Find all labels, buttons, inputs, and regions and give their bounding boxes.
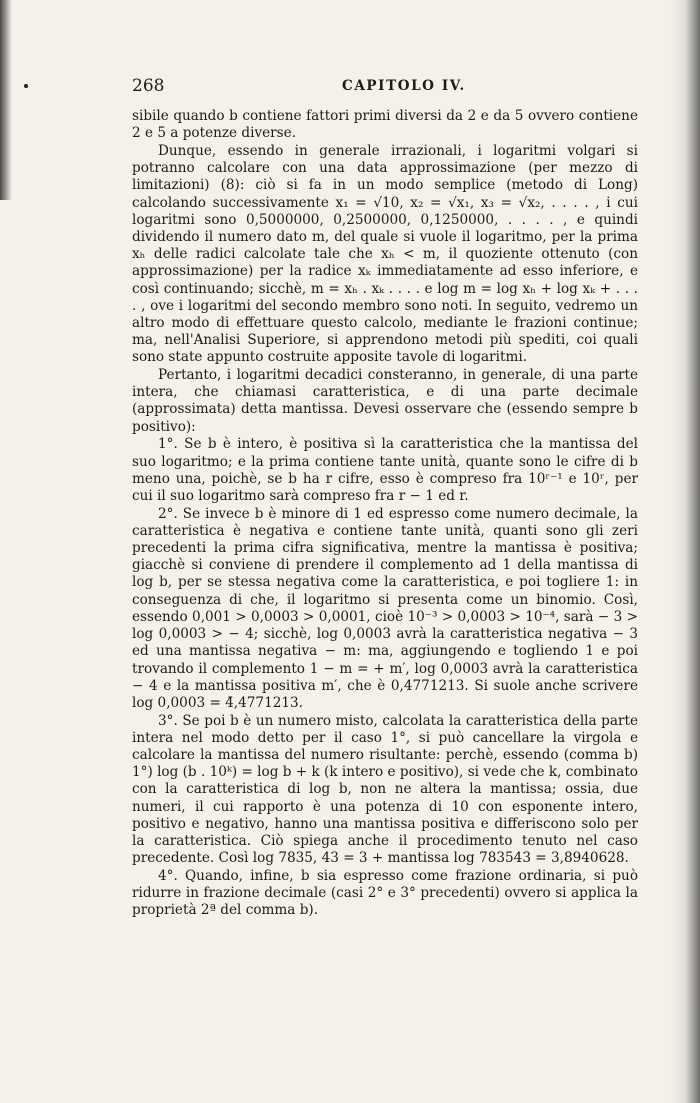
running-head-chapter: CAPITOLO IV. [342,78,466,94]
body-text [132,108,638,920]
page-number: 268 [132,76,165,96]
paragraph-case-3: 3°. Se poi b è un numero misto, calcolata la caratteristica della parte intera nel modo detto per il caso 1°, si può cancellare la virgola e calcolare la mantissa del numero risultante: perchè, essendo (comma b) 1°) log (b . 10ᵏ) = log b + k (k intero e positivo), si vede che k, combinato con la caratteristica di log b, non ne altera la mantissa; ossia, due numeri, il cui rapporto è una potenza di 10 con esponente intero, positivo e negativo, hanno una mantissa positiva e differiscono solo per la caratteristica. Ciò spiega anche il procedimento tenuto nel caso precedente. Così log 7835, 43 = 3 + mantissa log 783543 = 3,8940628. [132,712,638,867]
paragraph-case-1: 1°. Se b è intero, è positiva sì la caratteristica che la mantissa del suo logaritmo; e la prima contiene tante unità, quante sono le cifre di b meno una, poichè, se b ha r cifre, esso è compreso fra 10ʳ⁻¹ e 10ʳ, per cui il suo logaritmo sarà compreso fra r − 1 ed r. [132,436,638,504]
scan-shadow-right [670,0,700,1103]
paragraph-continuation: sibile quando b contiene fattori primi diversi da 2 e da 5 ovvero contiene 2 e 5 a potenze diverse. [132,108,638,142]
scan-shadow-left [0,0,12,200]
paragraph-long-method: Dunque, essendo in generale irrazionali, i logaritmi volgari si potranno calcolare con una data approssimazione (per mezzo di limitazioni) (8): ciò si fa in un modo semplice (metodo di Long) calcolando successivamente x₁ = √10, x₂ = √x₁, x₃ = √x₂, . . . . , i cui logaritmi sono 0,5000000, 0,2500000, 0,1250000, . . . . , e quindi dividendo il numero dato m, del quale si vuole il logaritmo, per la prima xₕ delle radici calcolate tale che xₕ < m, il quoziente ottenuto (con approssimazione) per la radice xₖ immediatamente ad esso inferiore, e così continuando; sicchè, m = xₕ . xₖ . . . . e log m = log xₕ + log xₖ + . . . . , ove i logaritmi del secondo membro sono noti. In seguito, vedremo un altro modo di effettuare questo calcolo, mediante le frazioni continue; ma, nell'Analisi Superiore, si apprendono metodi più spediti, coi quali sono state appunto costruite apposite tavole di logaritmi. [132,142,638,366]
paragraph-case-2: 2°. Se invece b è minore di 1 ed espresso come numero decimale, la caratteristica è negativa e contiene tante unità, quanti sono gli zeri precedenti la prima cifra significativa, mentre la mantissa è positiva; giacchè si conviene di prendere il complemento ad 1 della mantissa di log b, per se stessa negativa come la caratteristica, e poi togliere 1: in conseguenza di che, il logaritmo si presenta come un binomio. Così, essendo 0,001 > 0,0003 > 0,0001, cioè 10⁻³ > 0,0003 > 10⁻⁴, sarà − 3 > log 0,0003 > − 4; sicchè, log 0,0003 avrà la caratteristica negativa − 3 ed una mantissa negativa − m: ma, aggiungendo e togliendo 1 e poi trovando il complemento 1 − m = + m′, log 0,0003 avrà la caratteristica − 4 e la mantissa positiva m′, che è 0,4771213. Si suole anche scrivere log 0,0003 = 4̄,4771213. [132,505,638,711]
scan-speck [24,84,28,88]
paragraph-characteristic-mantissa: Pertanto, i logaritmi decadici consteranno, in generale, di una parte intera, che chiamasi caratteristica, e di una parte decimale (approssimata) detta mantissa. Devesi osservare che (essendo sempre b positivo): [132,367,638,435]
paragraph-case-4: 4°. Quando, infine, b sia espresso come frazione ordinaria, si può ridurre in frazione decimale (casi 2° e 3° precedenti) ovvero si applica la proprietà 2ª del comma b). [132,867,638,919]
page-header [132,76,638,102]
